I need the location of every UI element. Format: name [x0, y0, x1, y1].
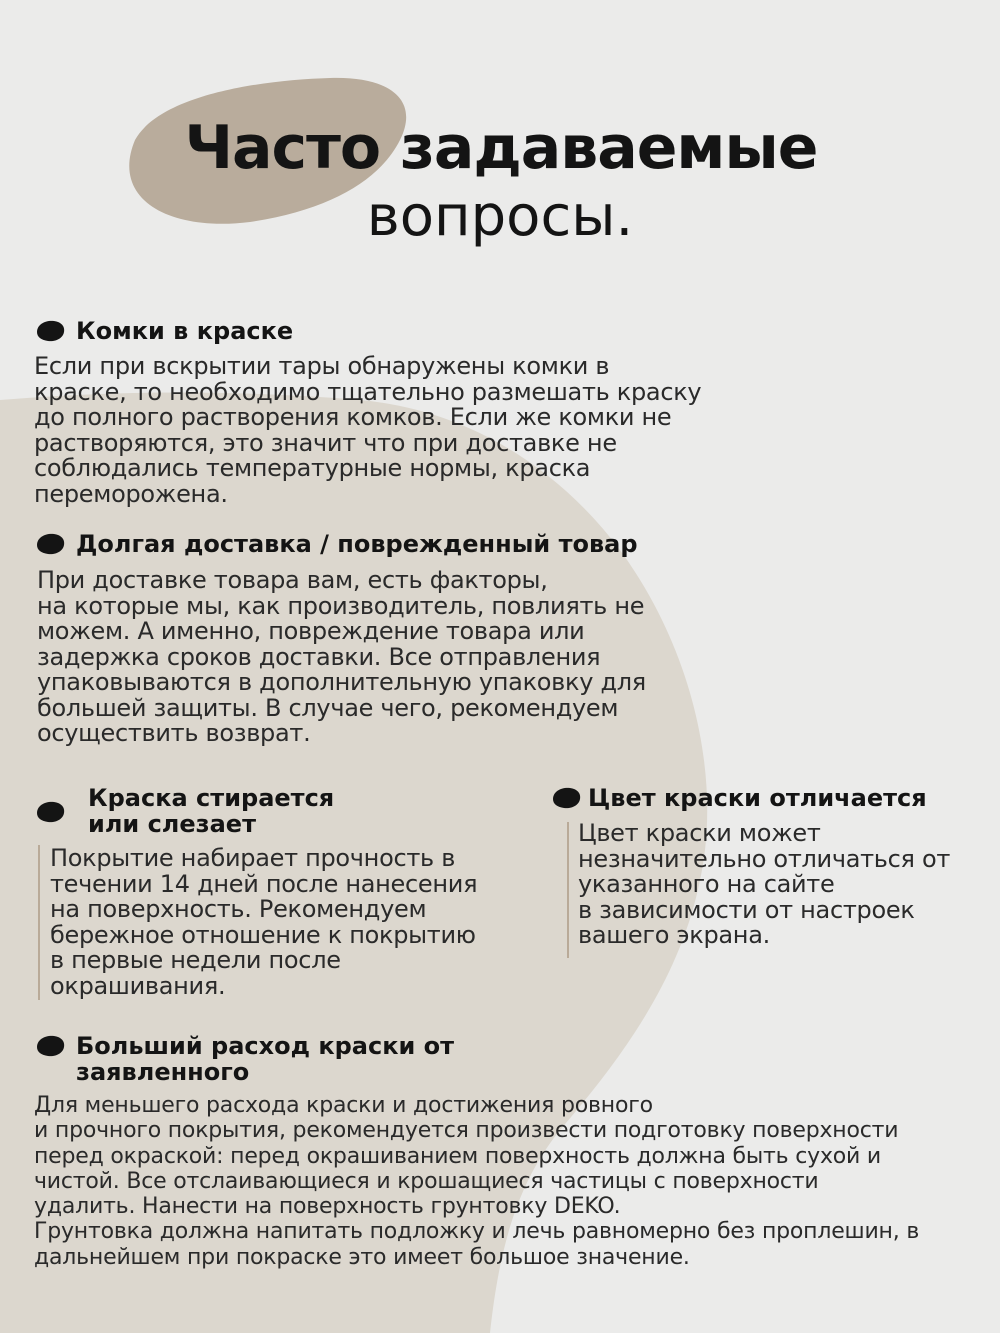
leaf-bullet-icon: [550, 785, 584, 811]
faq-heading-peeling: Краска стирается или слезает: [34, 785, 334, 837]
title-line-1: Часто задаваемые: [184, 113, 818, 183]
faq-heading-delivery: Долгая доставка / поврежденный товар: [34, 531, 638, 557]
faq-body-color: Цвет краски может незначительно отличаться от указанного на сайте в зависимости от настроек вашего экрана.: [578, 819, 951, 949]
leaf-bullet-icon: [34, 799, 68, 825]
leaf-bullet-icon: [34, 531, 68, 557]
faq-body-consumption: Для меньшего расхода краски и достижения ровного и прочного покрытия, рекомендуется произвести подготовку поверхности перед окраской: перед окрашиванием поверхность должна быть сухой и чистой. Все отслаивающиеся и крошащиеся частицы с поверхности удалить. Нанести на поверхность грунтовку DEKO. Грунтовка должна напитать подложку и лечь равномерно без проплешин, в дальнейшем при покраске это имеет большое значение.: [34, 1093, 920, 1270]
faq-heading-consumption: Больший расход краски от заявленного: [34, 1033, 454, 1085]
page-title: [0, 112, 1000, 252]
divider-line: [38, 845, 40, 1000]
leaf-bullet-icon: [34, 1033, 68, 1059]
leaf-bullet-icon: [34, 318, 68, 344]
faq-heading-lumps: Комки в краске: [34, 318, 293, 344]
faq-body-lumps: Если при вскрытии тары обнаружены комки в краске, то необходимо тщательно размешать краску до полного растворения комков. Если же комки не растворяются, это значит что при доставке не соблюдались температурные нормы, краска переморожена.: [34, 352, 702, 508]
faq-body-delivery: При доставке товара вам, есть факторы, на которые мы, как производитель, повлиять не можем. А именно, повреждение товара или задержка сроков доставки. Все отправления упаковываются в дополнительную упаковку для большей защиты. В случае чего, рекомендуем осуществить возврат.: [37, 566, 646, 747]
divider-line: [567, 822, 569, 958]
faq-heading-color: Цвет краски отличается: [550, 785, 927, 811]
faq-body-peeling: Покрытие набирает прочность в течении 14 дней после нанесения на поверхность. Рекомендуем бережное отношение к покрытию в первые недели после окрашивания.: [50, 844, 478, 1000]
title-line-2: вопросы.: [366, 184, 634, 249]
